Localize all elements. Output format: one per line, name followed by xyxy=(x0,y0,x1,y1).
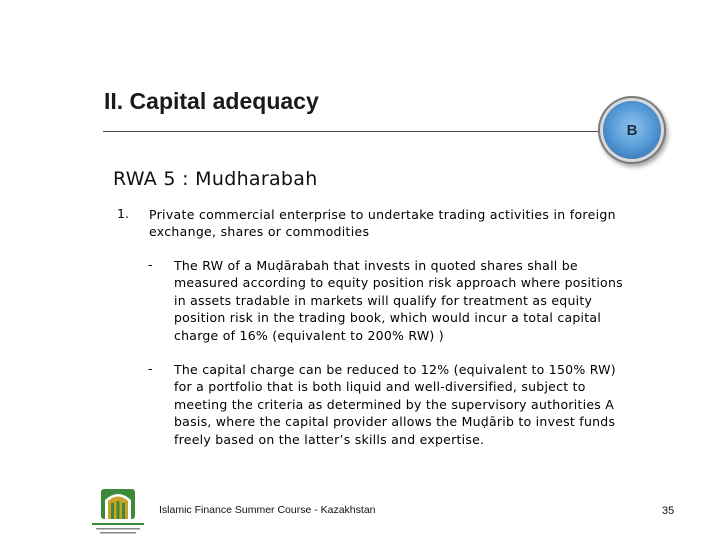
bullet-text: The capital charge can be reduced to 12% (equivalent to 150% RW) for a portfolio that is both liquid and well-diversified, subject to meeting the criteria as determined by the supervisory authorities A basis, where the capital provider allows the Muḍārib to invest funds freely based on the latter’s skills and expertise. xyxy=(174,362,616,447)
list-number: 1. xyxy=(117,206,129,221)
footer-course-title: Islamic Finance Summer Course - Kazakhstan xyxy=(159,504,376,516)
institution-logo-icon xyxy=(88,486,148,536)
section-badge xyxy=(603,101,661,159)
page-number: 35 xyxy=(662,505,675,517)
bullet-text: The RW of a Muḍārabah that invests in quoted shares shall be measured according to equity position risk approach where positions in assets tradable in markets will qualify for treatment as equity position risk in the trading book, which would incur a total capital charge of 16% (equivalent to 200% RW) ) xyxy=(174,258,623,343)
badge-letter: B xyxy=(626,121,638,139)
title-divider xyxy=(103,131,600,132)
section-title: II. Capital adequacy xyxy=(104,88,319,114)
list-item-text: Private commercial enterprise to undertake trading activities in foreign exchange, shares or commodities xyxy=(149,207,616,239)
bullet-dash: - xyxy=(148,257,153,272)
bullet-dash: - xyxy=(148,361,153,376)
slide-subtitle: RWA 5 : Mudharabah xyxy=(113,168,318,190)
